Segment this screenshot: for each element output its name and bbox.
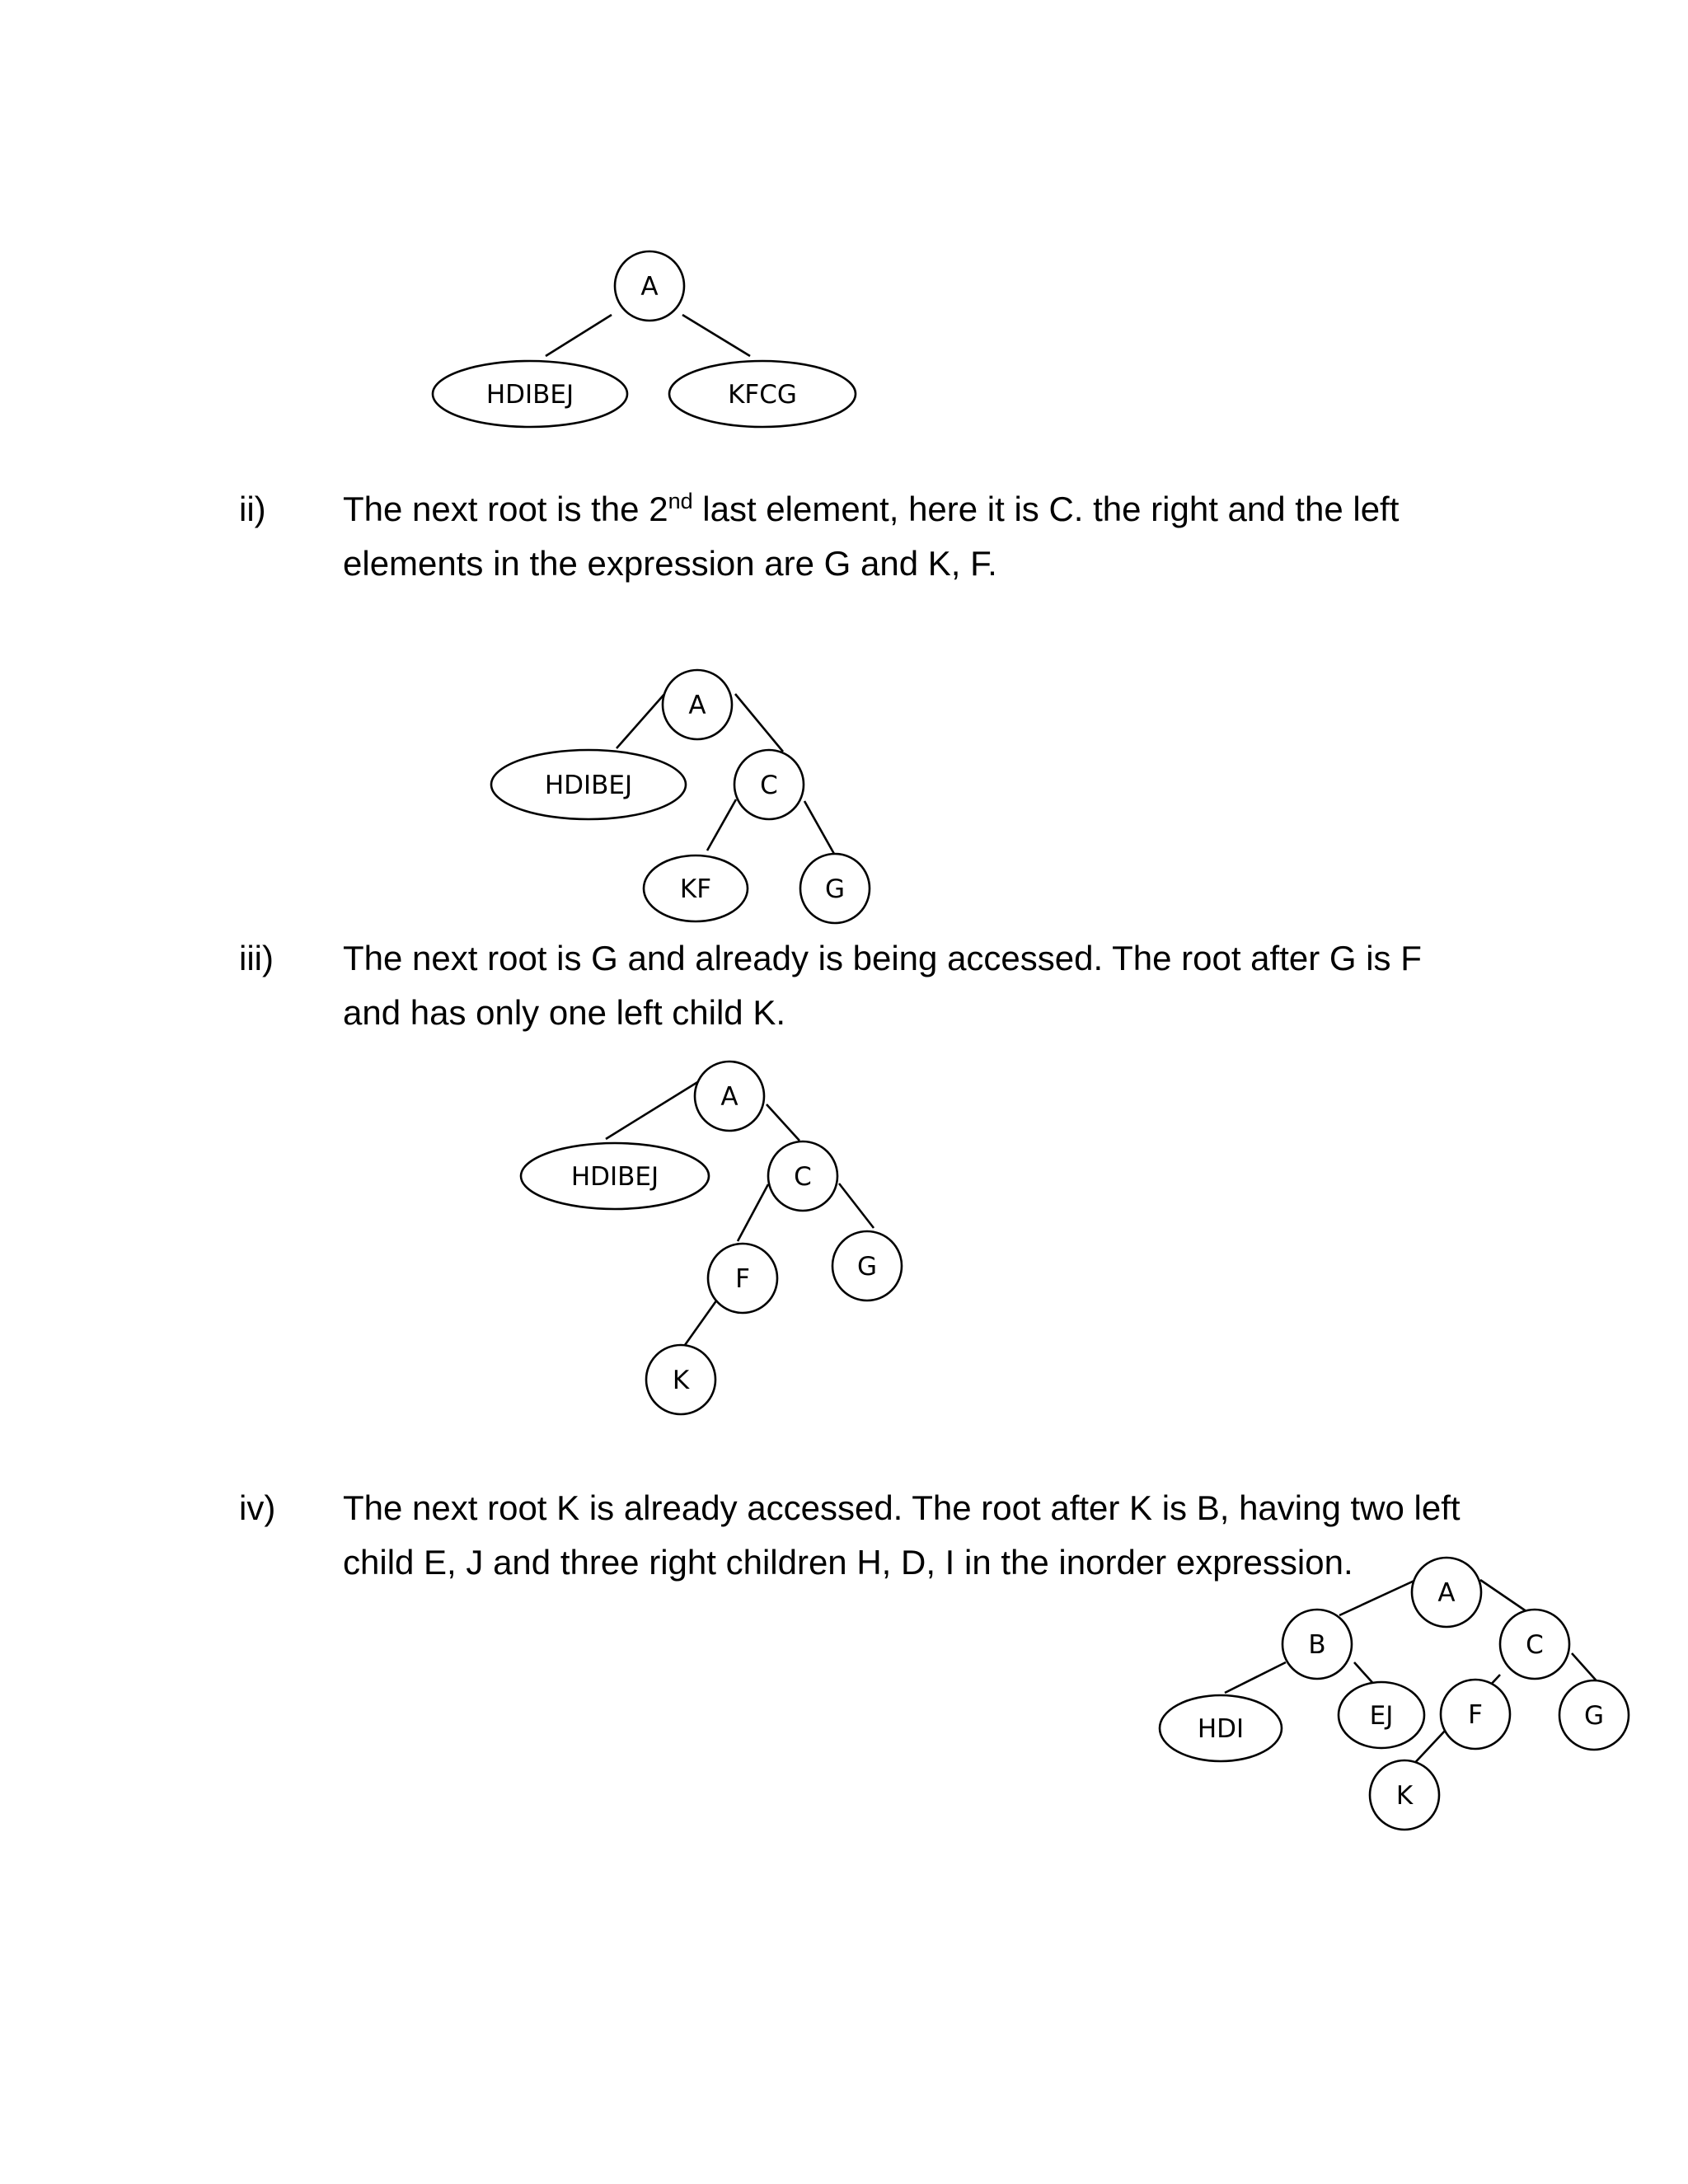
ordinal-suffix: nd [668,489,693,513]
tree-edge-c-kf [707,799,736,851]
tree-edge-f-k [685,1300,717,1345]
tree-edge-a-l [617,692,666,748]
node-label: KFCG [728,380,797,410]
node-label: B [1308,1630,1326,1660]
step-text: The next root is G and already is being accessed. The root after G is F and has only one left child K. [343,939,1422,1032]
tree-node-kf [644,855,748,921]
node-label: F [735,1264,750,1294]
tree-edge-a-c [767,1104,799,1141]
step-text-part: The next root is the 2 [343,490,668,528]
tree-edge-b-hdi [1225,1662,1286,1693]
node-label: HDI [1197,1714,1245,1744]
tree-node-c [734,750,804,819]
node-label: G [1583,1701,1605,1731]
tree-edge-a-l [546,315,612,356]
tree-node-f [708,1244,777,1313]
tree-node-ej [1339,1682,1424,1748]
step-text-part: last element, here it is C. the right and the left elements in the expression are G and K, F. [343,490,1400,583]
node-label: A [688,691,706,720]
tree-edge-a-r [682,315,750,356]
tree-edge-c-f [738,1184,768,1241]
tree-node-f [1441,1680,1510,1749]
tree-node-c [768,1141,837,1211]
tree-node-a [615,251,684,321]
tree-2 [491,670,870,923]
tree-node-hdibej [521,1143,709,1209]
step-marker: iii) [239,939,274,977]
node-label: C [760,771,778,800]
tree-node-g [832,1231,902,1301]
node-label: KF [679,874,712,904]
node-label: A [640,272,659,302]
tree-node-hdibej [433,361,627,427]
node-label: F [1468,1700,1483,1730]
tree-node-g [800,854,870,923]
step-text [343,482,1480,591]
tree-1 [433,251,856,427]
tree-node-hdibej [491,750,686,819]
step-text: The next root K is already accessed. The root after K is B, having two left child E, J and three right children H, D, I in the inorder expression. [343,1488,1461,1582]
node-label: G [824,874,846,904]
node-label: K [672,1366,690,1395]
tree-node-b [1282,1610,1352,1679]
tree-node-k [1370,1760,1439,1830]
tree-4 [1160,1558,1629,1830]
tree-edge-a-c [735,694,783,752]
node-label: HDIBEJ [485,380,574,410]
tree-node-a [695,1062,764,1131]
node-label: EJ [1369,1701,1394,1731]
tree-edge-c-g [839,1183,874,1228]
node-label: C [1526,1630,1544,1660]
node-label: A [1437,1578,1456,1608]
step-marker: iv) [239,1488,276,1527]
node-label: G [856,1252,878,1282]
tree-node-hdi [1160,1695,1282,1761]
node-label: HDIBEJ [570,1162,659,1192]
tree-node-kfcg [669,361,856,427]
node-label: HDIBEJ [544,771,633,800]
tree-node-a [663,670,732,739]
node-label: C [794,1162,812,1192]
tree-3 [521,1062,902,1414]
tree-node-c [1500,1610,1569,1679]
tree-edge-a-l [606,1081,699,1139]
node-label: A [720,1082,738,1112]
tree-edge-c-g [804,801,834,854]
tree-node-k [646,1345,715,1414]
tree-node-g [1559,1680,1629,1750]
node-label: K [1395,1781,1414,1811]
step-marker: ii) [239,490,266,528]
